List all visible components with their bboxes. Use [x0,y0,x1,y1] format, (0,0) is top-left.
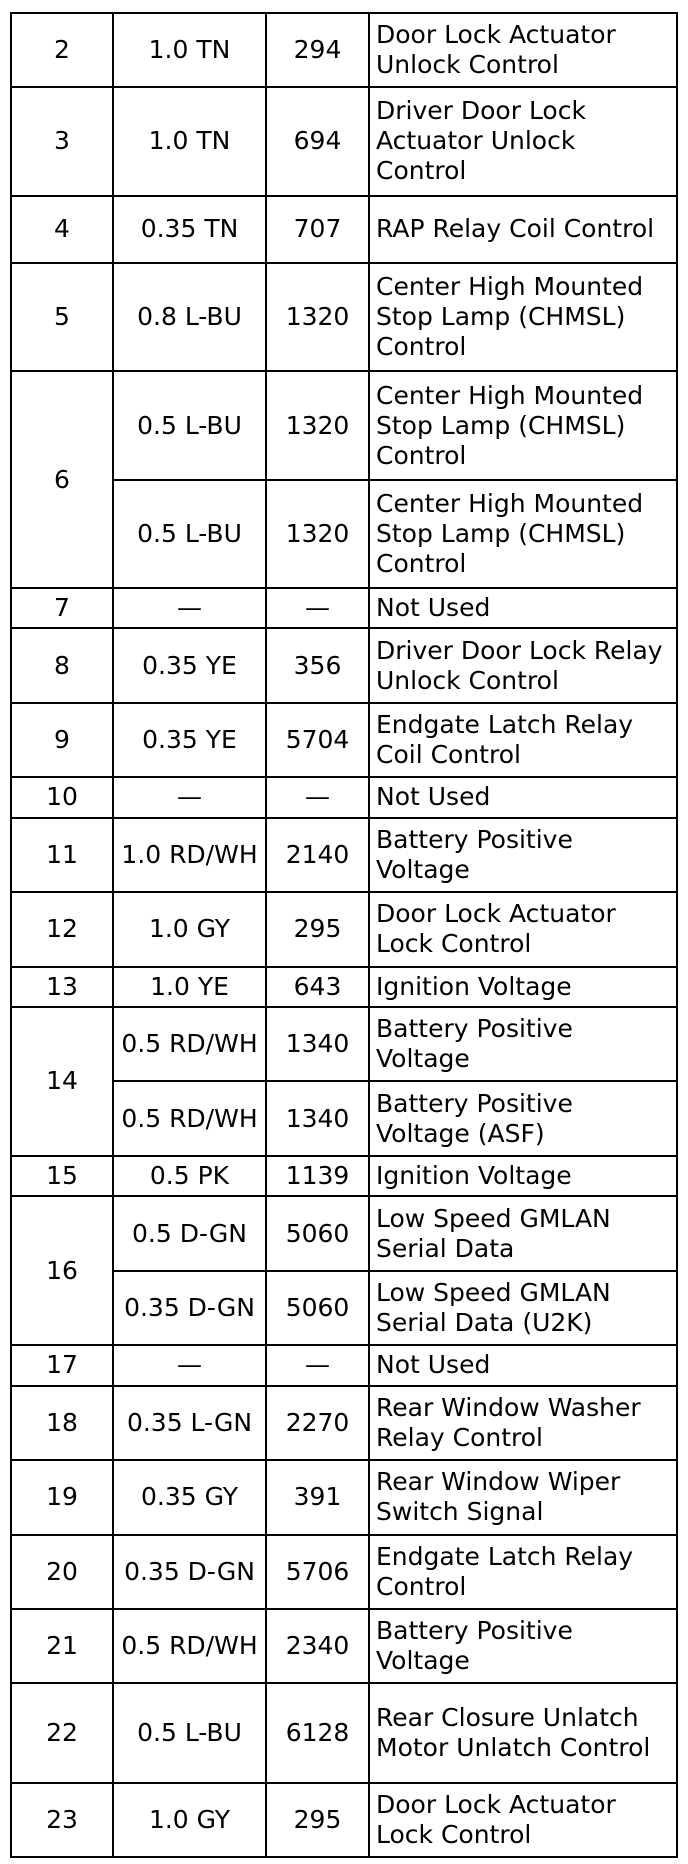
circuit-function: Low Speed GMLAN Serial Data (U2K) [369,1271,677,1345]
wire-size-color: 0.8 L-BU [113,263,266,371]
circuit-number: 2340 [266,1609,369,1683]
table-row [11,703,677,777]
circuit-number: 295 [266,1783,369,1857]
circuit-number: 6128 [266,1683,369,1782]
wire-size-color: 0.5 PK [113,1156,266,1197]
pin-number: 13 [11,967,113,1008]
table-row [11,588,677,629]
pin-number: 15 [11,1156,113,1197]
pin-number: 6 [11,371,113,587]
wire-size-color: 0.5 RD/WH [113,1609,266,1683]
circuit-number: 1139 [266,1156,369,1197]
circuit-number: 391 [266,1460,369,1534]
circuit-number: 1320 [266,263,369,371]
wire-size-color: 1.0 TN [113,13,266,87]
table-row [11,1156,677,1197]
table-row [11,87,677,195]
wire-size-color: 0.35 TN [113,196,266,264]
circuit-number: 2140 [266,818,369,892]
table-row [11,777,677,818]
circuit-number: — [266,1345,369,1386]
wire-size-color: 0.35 D-GN [113,1271,266,1345]
circuit-function: RAP Relay Coil Control [369,196,677,264]
wire-size-color: 1.0 TN [113,87,266,195]
pinout-table [10,12,678,1858]
table-row [11,1345,677,1386]
wire-size-color: 0.5 RD/WH [113,1081,266,1155]
circuit-number: 1340 [266,1081,369,1155]
wire-size-color: 1.0 RD/WH [113,818,266,892]
circuit-function: Rear Closure Unlatch Motor Unlatch Control [369,1683,677,1782]
table-row [11,628,677,702]
circuit-function: Not Used [369,1345,677,1386]
table-row [11,1007,677,1081]
pin-number: 7 [11,588,113,629]
circuit-number: 5704 [266,703,369,777]
circuit-function: Door Lock Actuator Lock Control [369,1783,677,1857]
wire-size-color: 0.35 D-GN [113,1535,266,1609]
table-row [11,1460,677,1534]
table-row [11,892,677,966]
circuit-function: Center High Mounted Stop Lamp (CHMSL) Control [369,371,677,479]
circuit-function: Door Lock Actuator Unlock Control [369,13,677,87]
circuit-number: — [266,777,369,818]
wire-size-color: 1.0 GY [113,892,266,966]
table-row [11,1386,677,1460]
pin-number: 16 [11,1196,113,1345]
table-row [11,1609,677,1683]
wire-size-color: 0.35 YE [113,628,266,702]
circuit-function: Endgate Latch Relay Control [369,1535,677,1609]
circuit-function: Endgate Latch Relay Coil Control [369,703,677,777]
circuit-function: Rear Window Wiper Switch Signal [369,1460,677,1534]
wire-size-color: — [113,1345,266,1386]
circuit-number: 707 [266,196,369,264]
circuit-function: Door Lock Actuator Lock Control [369,892,677,966]
table-row [11,1683,677,1782]
circuit-function: Not Used [369,588,677,629]
table-row [11,371,677,479]
pin-number: 4 [11,196,113,264]
connector-pinout-sheet [10,12,678,1858]
pin-number: 3 [11,87,113,195]
wire-size-color: — [113,777,266,818]
circuit-number: 1320 [266,480,369,588]
wire-size-color: 0.35 YE [113,703,266,777]
circuit-function: Not Used [369,777,677,818]
wire-size-color: 1.0 YE [113,967,266,1008]
circuit-number: 294 [266,13,369,87]
table-row [11,263,677,371]
circuit-function: Ignition Voltage [369,1156,677,1197]
wire-size-color: 0.5 L-BU [113,1683,266,1782]
pin-number: 17 [11,1345,113,1386]
circuit-function: Battery Positive Voltage (ASF) [369,1081,677,1155]
wire-size-color: — [113,588,266,629]
pin-number: 5 [11,263,113,371]
pin-number: 22 [11,1683,113,1782]
table-row [11,1783,677,1857]
circuit-number: — [266,588,369,629]
wire-size-color: 0.5 L-BU [113,480,266,588]
pin-number: 23 [11,1783,113,1857]
circuit-function: Center High Mounted Stop Lamp (CHMSL) Control [369,480,677,588]
circuit-number: 694 [266,87,369,195]
wire-size-color: 0.5 D-GN [113,1196,266,1270]
circuit-number: 5060 [266,1271,369,1345]
pin-number: 18 [11,1386,113,1460]
table-row [11,1535,677,1609]
pin-number: 14 [11,1007,113,1156]
circuit-number: 5060 [266,1196,369,1270]
wire-size-color: 0.35 GY [113,1460,266,1534]
circuit-function: Battery Positive Voltage [369,1609,677,1683]
pin-number: 21 [11,1609,113,1683]
circuit-number: 1320 [266,371,369,479]
table-row [11,13,677,87]
wire-size-color: 1.0 GY [113,1783,266,1857]
table-row [11,196,677,264]
circuit-number: 1340 [266,1007,369,1081]
circuit-number: 5706 [266,1535,369,1609]
pin-number: 2 [11,13,113,87]
pin-number: 11 [11,818,113,892]
pin-number: 19 [11,1460,113,1534]
wire-size-color: 0.35 L-GN [113,1386,266,1460]
table-row [11,818,677,892]
circuit-function: Driver Door Lock Actuator Unlock Control [369,87,677,195]
pin-number: 10 [11,777,113,818]
pin-number: 9 [11,703,113,777]
wire-size-color: 0.5 RD/WH [113,1007,266,1081]
circuit-function: Low Speed GMLAN Serial Data [369,1196,677,1270]
wire-size-color: 0.5 L-BU [113,371,266,479]
circuit-function: Ignition Voltage [369,967,677,1008]
circuit-function: Battery Positive Voltage [369,818,677,892]
table-row [11,967,677,1008]
circuit-number: 356 [266,628,369,702]
circuit-number: 643 [266,967,369,1008]
circuit-number: 2270 [266,1386,369,1460]
pin-number: 12 [11,892,113,966]
table-row [11,1196,677,1270]
circuit-number: 295 [266,892,369,966]
circuit-function: Battery Positive Voltage [369,1007,677,1081]
circuit-function: Rear Window Washer Relay Control [369,1386,677,1460]
pin-number: 8 [11,628,113,702]
circuit-function: Driver Door Lock Relay Unlock Control [369,628,677,702]
circuit-function: Center High Mounted Stop Lamp (CHMSL) Control [369,263,677,371]
pin-number: 20 [11,1535,113,1609]
